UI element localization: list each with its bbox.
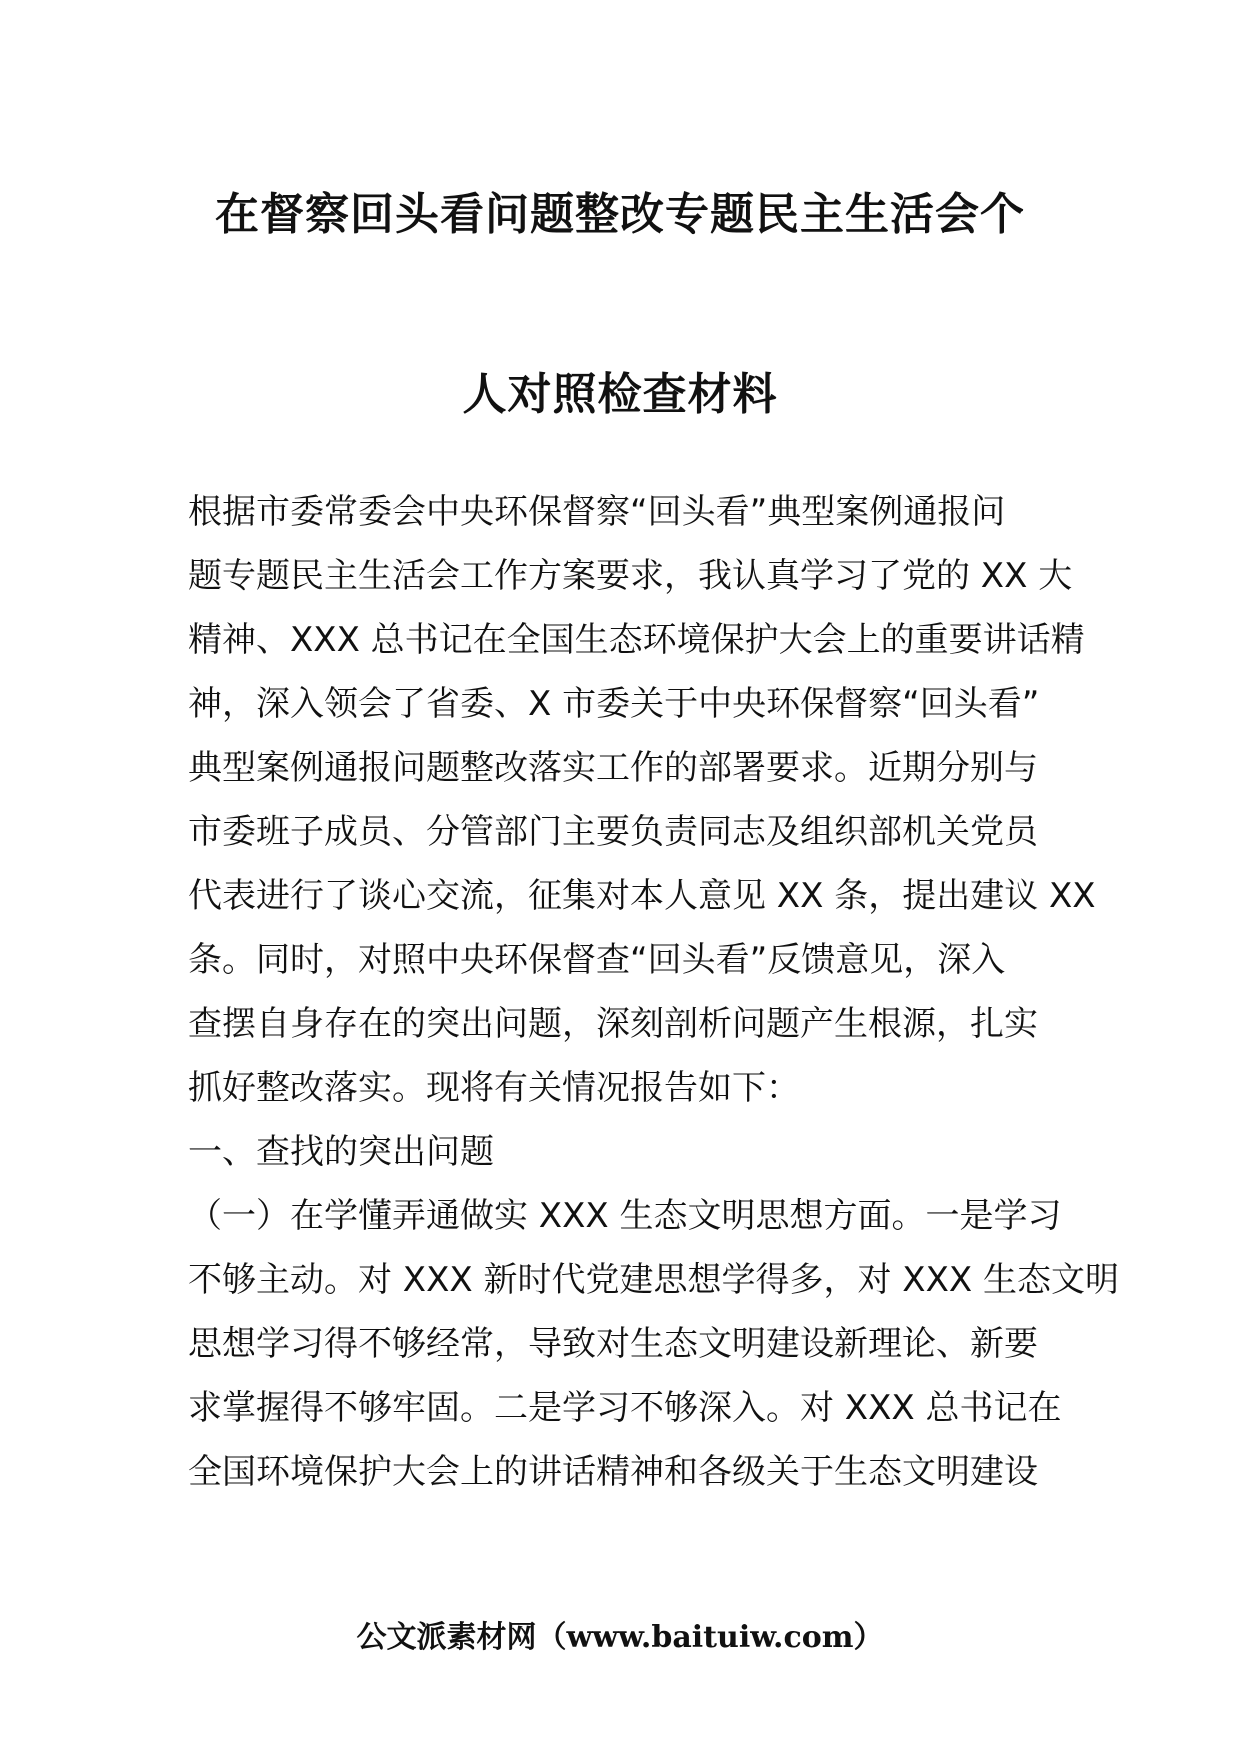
body-line: 代表进行了谈心交流，征集对本人意见 XX 条，提出建议 XX [188, 876, 1096, 916]
document-title-line-2: 人对照检查材料 [462, 369, 778, 420]
body-line: 不够主动。对 XXX 新时代党建思想学得多，对 XXX 生态文明 [188, 1260, 1119, 1300]
body-line: 市委班子成员、分管部门主要负责同志及组织部机关党员 [188, 812, 1038, 852]
body-line: （一）在学懂弄通做实 XXX 生态文明思想方面。一是学习 [188, 1196, 1062, 1236]
body-line: 求掌握得不够牢固。二是学习不够深入。对 XXX 总书记在 [188, 1388, 1062, 1428]
body-line: 抓好整改落实。现将有关情况报告如下： [188, 1068, 800, 1108]
footer-watermark: 公文派素材网（www.baituiw.com） [356, 1620, 884, 1655]
body-line: 全国环境保护大会上的讲话精神和各级关于生态文明建设 [188, 1452, 1038, 1492]
body-line: 神，深入领会了省委、X 市委关于中央环保督察“回头看” [188, 684, 1040, 724]
body-line: 查摆自身存在的突出问题，深刻剖析问题产生根源，扎实 [188, 1004, 1038, 1044]
body-line: 精神、XXX 总书记在全国生态环境保护大会上的重要讲话精 [188, 620, 1085, 660]
section-heading: 一、查找的突出问题 [188, 1132, 494, 1172]
body-line: 思想学习得不够经常，导致对生态文明建设新理论、新要 [188, 1324, 1038, 1364]
body-line: 典型案例通报问题整改落实工作的部署要求。近期分别与 [188, 748, 1038, 788]
body-line: 条。同时，对照中央环保督查“回头看”反馈意见，深入 [188, 940, 1006, 980]
document-title-line-1: 在督察回头看问题整改专题民主生活会个 [215, 189, 1025, 240]
body-line: 根据市委常委会中央环保督察“回头看”典型案例通报问 [188, 492, 1006, 532]
body-line: 题专题民主生活会工作方案要求，我认真学习了党的 XX 大 [188, 556, 1073, 596]
